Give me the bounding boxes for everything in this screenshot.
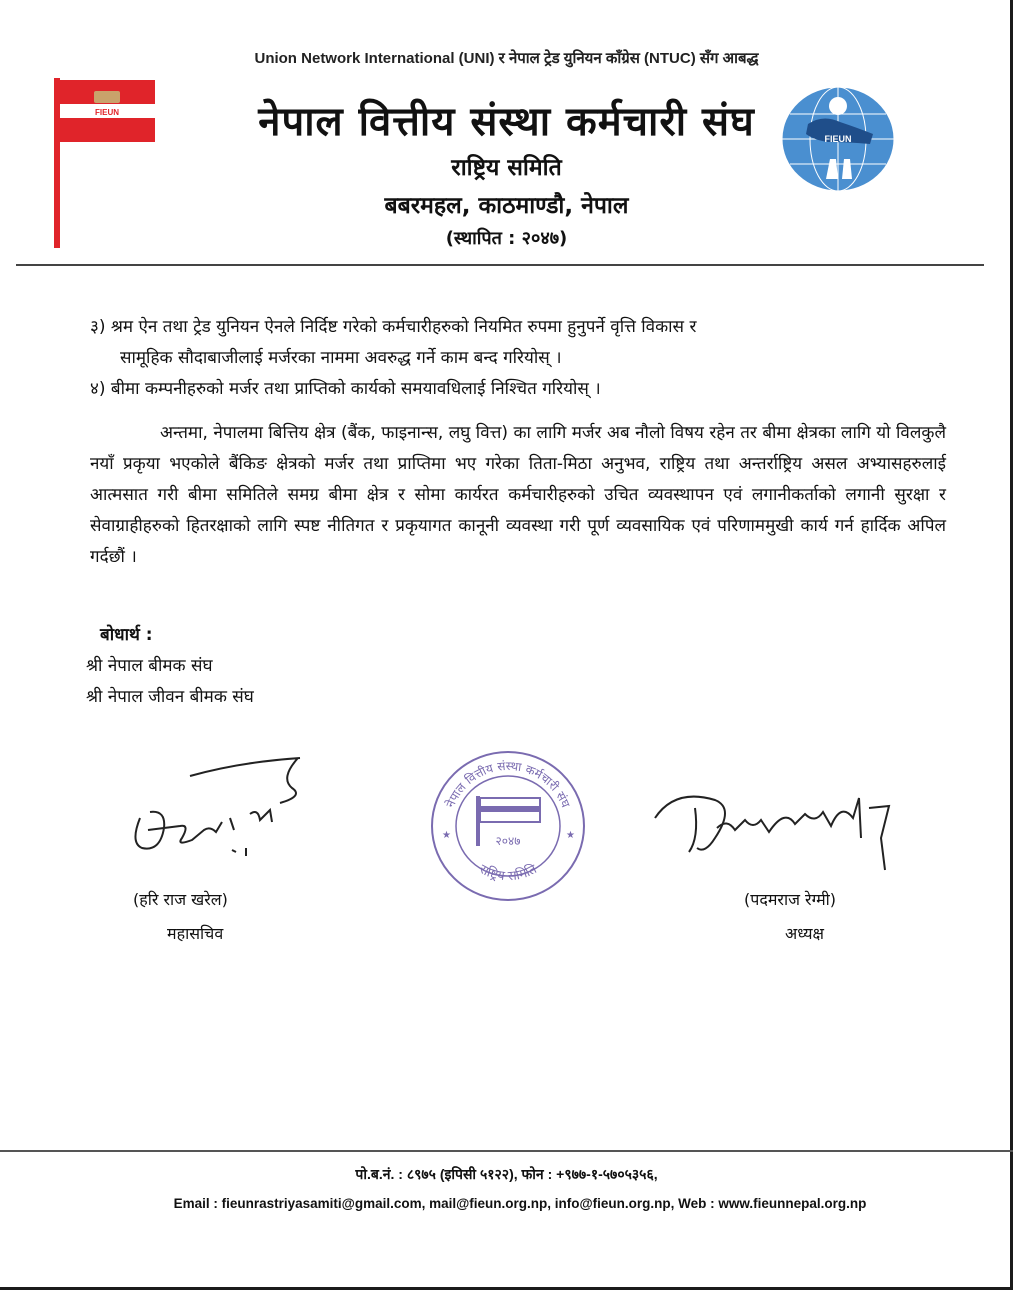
- point-3-line-1: ३) श्रम ऐन तथा ट्रेड युनियन ऐनले निर्दिष्ट गरेको कर्मचारीहरुको नियमित रुपमा हुनुपर्ने वृत्ति विकास र: [90, 317, 697, 337]
- seal-bottom-text: राष्ट्रिय समिति: [476, 861, 540, 885]
- footer-contact: Email : fieunrastriyasamiti@gmail.com, mail@fieun.org.np, info@fieun.org.np, Web : www.fieunnepal.org.np: [173, 1196, 867, 1211]
- footer-po-box-phone: पो.ब.नं. : ८९७५ (इपिसी ५१२२), फोन : +९७७-१-५७०५३५६,: [355, 1166, 658, 1182]
- organization-name: नेपाल वित्तीय संस्था कर्मचारी संघ: [258, 98, 755, 145]
- cc-item: श्री नेपाल जीवन बीमक संघ: [86, 687, 254, 707]
- cc-item: श्री नेपाल बीमक संघ: [86, 656, 213, 676]
- svg-text:★: ★: [566, 830, 575, 841]
- closing-paragraph: अन्तमा, नेपालमा बित्तिय क्षेत्र (बैंक, फाइनान्स, लघु वित्त) का लागि मर्जर अब नौलो विषय रहेन तर बीमा क्षेत्रका लागि यो विलकुलै नयाँ प्रकृया भएकोले बैंकिङ क्षेत्रको मर्जर तथा प्राप्तिमा भए गरेका तिता-मिठा अनुभव, राष्ट्रिय तथा अन्तर्राष्ट्रिय असल अभ्यासहरुलाई आत्मसात गरी बीमा समितिले समग्र बीमा क्षेत्र र सोमा कार्यरत कर्मचारीहरुको उचित व्यवस्थापन एवं लगानीकर्ताको लगानी सुरक्षा र सेवाग्राहीहरुको हितरक्षाको लागि स्पष्ट नीतिगत र प्रकृयागत कानूनी व्यवस्था गरी पूर्ण व्यवसायिक एवं परिणाममुखी कार्य गर्न हार्दिक अपिल गर्दछौं ।: [90, 423, 946, 567]
- general-secretary-name: (हरि राज खरेल): [133, 890, 228, 909]
- organization-address: बबरमहल, काठमाण्डौ, नेपाल: [384, 193, 629, 219]
- point-4: ४) बीमा कम्पनीहरुको मर्जर तथा प्राप्तिको कार्यको समयावधिलाई निश्चित गरियोस् ।: [90, 379, 601, 399]
- official-seal: [428, 748, 588, 903]
- svg-text:★: ★: [442, 830, 451, 841]
- seal-year: २०४७: [495, 834, 521, 848]
- globe-logo-text: FIEUN: [824, 134, 852, 144]
- svg-text:राष्ट्रिय समिति: [477, 861, 540, 884]
- president-title: अध्यक्ष: [785, 924, 824, 943]
- cc-label: बोधार्थ :: [100, 625, 153, 645]
- point-3-line-2: सामूहिक सौदाबाजीलाई मर्जरका नाममा अवरुद्ध गर्ने काम बन्द गरियोस् ।: [120, 348, 562, 368]
- footer-divider: [0, 1150, 1013, 1152]
- committee-name: राष्ट्रिय समिति: [451, 155, 562, 181]
- general-secretary-title: महासचिव: [167, 924, 224, 943]
- point-3: [90, 312, 946, 374]
- president-name: (पदमराज रेग्मी): [744, 890, 837, 909]
- affiliation-line: Union Network International (UNI) र नेपाल ट्रेड युनियन काँग्रेस (NTUC) सँग आबद्ध: [254, 50, 759, 67]
- established-year: (स्थापित : २०४७): [445, 228, 568, 249]
- general-secretary-signature: [120, 748, 320, 868]
- president-signature: [645, 778, 915, 878]
- flag-logo-text: FIEUN: [95, 108, 119, 117]
- header-divider: [16, 264, 984, 266]
- seal-top-text: नेपाल वित्तीय संस्था कर्मचारी संघ: [443, 758, 573, 810]
- cc-list: [86, 651, 254, 713]
